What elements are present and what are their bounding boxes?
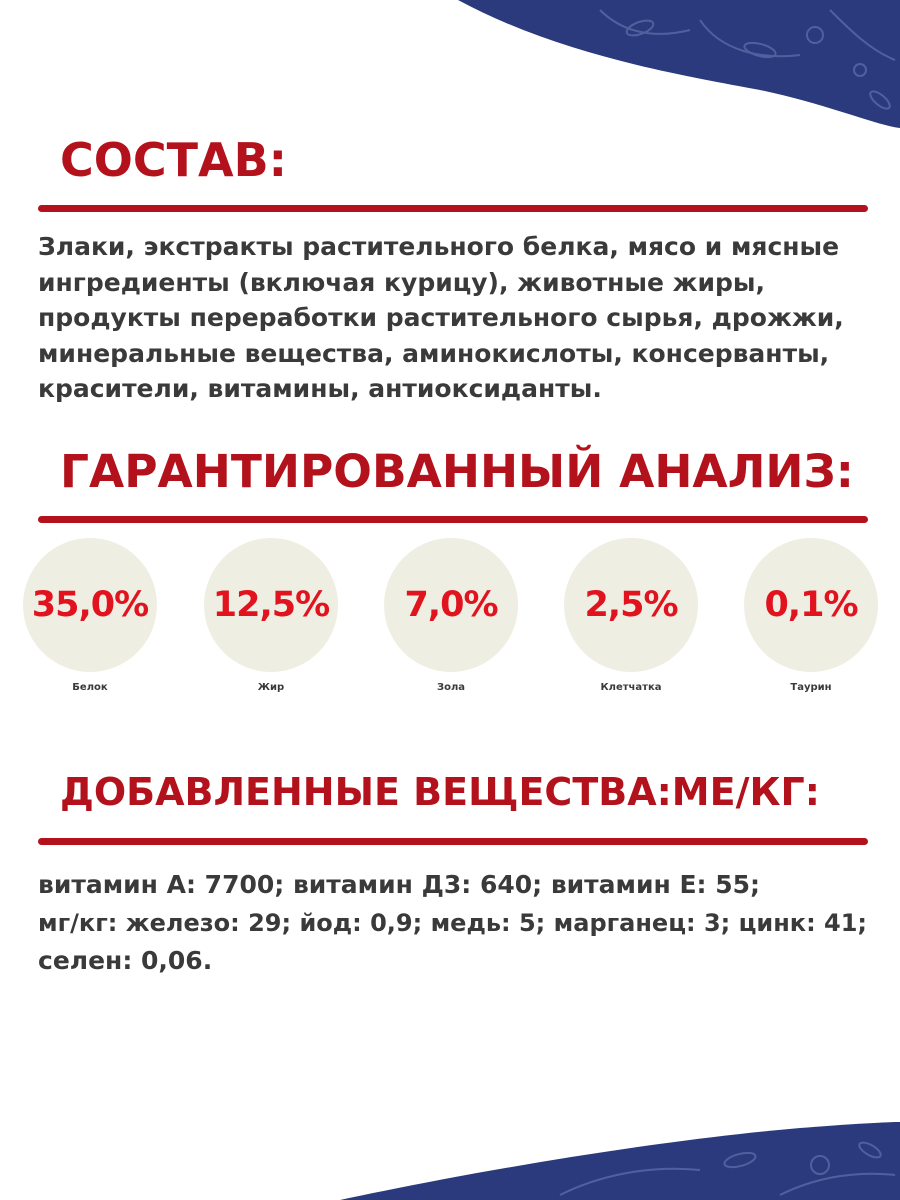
analysis-title: ГАРАНТИРОВАННЫЙ АНАЛИЗ: [60, 445, 855, 498]
stat-fiber [541, 538, 721, 693]
bottom-wave-decoration [340, 1122, 900, 1200]
stat-value: 7,0% [404, 585, 498, 625]
additives-line: мг/кг: железо: 29; йод: 0,9; медь: 5; марганец: 3; цинк: 41; [38, 909, 868, 937]
stat-label: Жир [257, 682, 285, 693]
composition-title: СОСТАВ: [60, 133, 288, 187]
stat-value: 0,1% [764, 585, 858, 625]
stat-circle [23, 538, 157, 672]
additives-title: ДОБАВЛЕННЫЕ ВЕЩЕСТВА:МЕ/КГ: [60, 770, 820, 814]
stat-circle [564, 538, 698, 672]
stat-circle [204, 538, 338, 672]
stat-label: Зола [436, 682, 466, 693]
section-divider [38, 516, 868, 523]
stat-circle [384, 538, 518, 672]
section-divider [38, 205, 868, 212]
composition-text [38, 229, 873, 407]
stat-value: 35,0% [31, 585, 149, 625]
stat-value: 2,5% [584, 585, 678, 625]
top-right-wave-decoration [458, 0, 900, 128]
composition-line: ингредиенты (включая курицу), животные жиры, [38, 267, 766, 297]
stat-label: Таурин [790, 682, 832, 693]
stat-label: Белок [72, 682, 108, 693]
composition-line: красители, витамины, антиоксиданты. [38, 374, 602, 403]
stat-taurine [721, 538, 900, 693]
stat-protein [0, 538, 180, 693]
stat-fat [181, 538, 361, 693]
additives-text [38, 866, 873, 980]
additives-line: селен: 0,06. [38, 946, 213, 975]
composition-line: продукты переработки растительного сырья, дрожжи, [38, 303, 844, 332]
composition-line: минеральные вещества, аминокислоты, консерванты, [38, 338, 830, 368]
composition-line: Злаки, экстракты растительного белка, мясо и мясные [38, 232, 840, 261]
additives-line: витамин А: 7700; витамин Д3: 640; витамин Е: 55; [38, 870, 761, 899]
stat-value: 12,5% [212, 585, 330, 625]
stat-label: Клетчатка [600, 682, 662, 693]
analysis-stats [0, 538, 900, 728]
stat-ash [361, 538, 541, 693]
stat-circle [744, 538, 878, 672]
section-divider [38, 838, 868, 845]
